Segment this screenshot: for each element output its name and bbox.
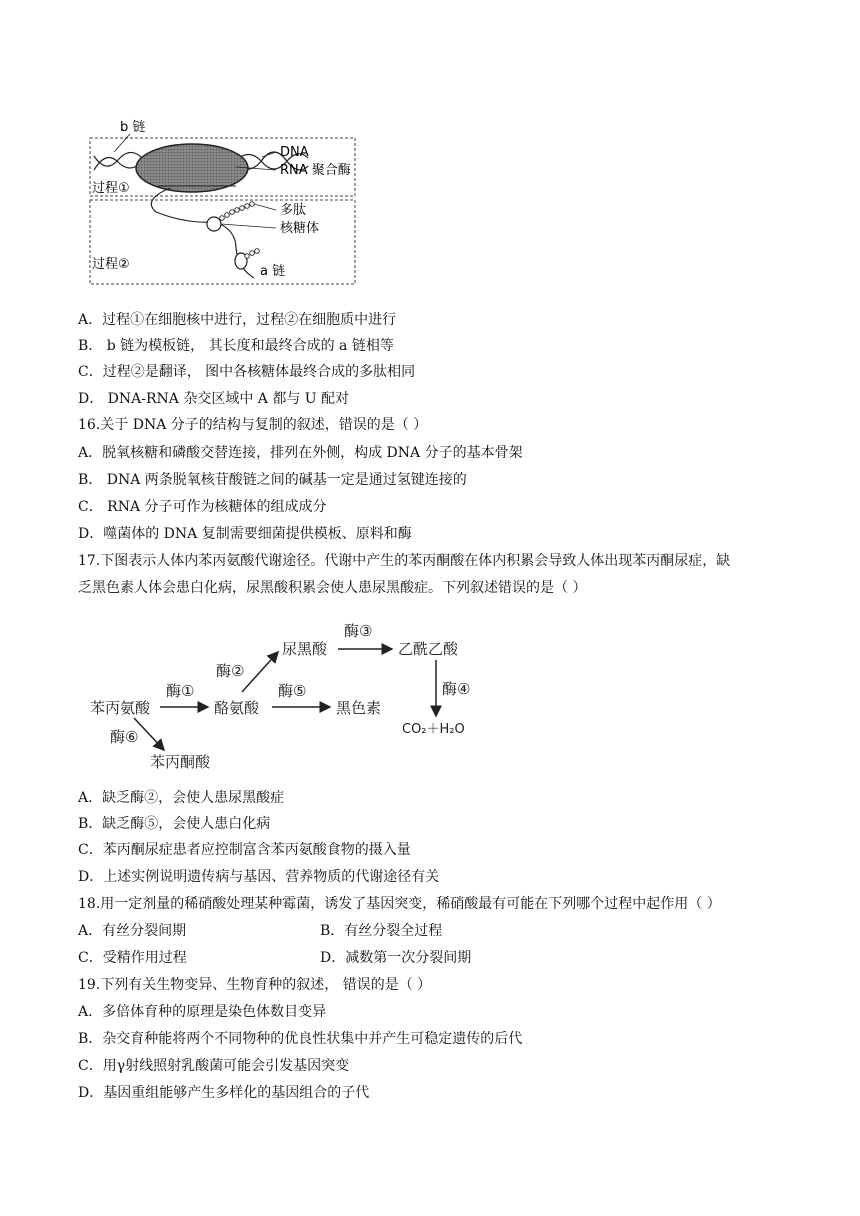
q17-option-d: D．上述实例说明遗传病与基因、营养物质的代谢途径有关: [78, 869, 440, 885]
enzyme3-label: 酶③: [344, 622, 373, 640]
phenylalanine-label: 苯丙氨酸: [90, 699, 151, 717]
enzyme1-label: 酶①: [166, 682, 195, 700]
rna-polymerase-label: RNA 聚合酶: [280, 163, 351, 178]
melanin-label: 黑色素: [336, 699, 382, 717]
q15-option-a: A．过程①在细胞核中进行，过程②在细胞质中进行: [78, 312, 397, 328]
homogentisic-label: 尿黑酸: [282, 640, 328, 658]
q17-option-c: C．苯丙酮尿症患者应控制富含苯丙氨酸食物的摄入量: [78, 842, 411, 858]
polypeptide-label: 多肽: [280, 203, 307, 218]
q15-option-d: D． DNA-RNA 杂交区域中 A 都与 U 配对: [78, 391, 350, 407]
co2-h2o-label: CO₂＋H₂O: [402, 722, 465, 737]
enzyme5-label: 酶⑤: [278, 682, 307, 700]
process1-label: 过程①: [92, 181, 130, 196]
acetoacetic-label: 乙酰乙酸: [398, 640, 459, 658]
rna-polymerase-shape: [136, 144, 248, 192]
ribosome-label: 核糖体: [280, 221, 320, 236]
q17-stem-line1: 17.下图表示人体内苯丙氨酸代谢途径。代谢中产生的苯丙酮酸在体内积累会导致人体出现苯丙酮尿症，缺: [78, 553, 731, 569]
q16-stem: 16.关于 DNA 分子的结构与复制的叙述，错误的是（ ）: [78, 417, 428, 433]
process2-box: [90, 200, 355, 284]
q19-option-d: D．基因重组能够产生多样化的基因组合的子代: [78, 1085, 370, 1101]
phenylpyruvic-label: 苯丙酮酸: [150, 753, 211, 771]
polypeptide-chain: [220, 202, 260, 259]
enzyme4-label: 酶④: [442, 680, 471, 698]
q17-stem-line2: 乏黑色素人体会患白化病，尿黑酸积累会使人患尿黑酸症。下列叙述错误的是（ ）: [78, 580, 587, 596]
ribosome-1: [207, 217, 221, 231]
q18-option-b: B．有丝分裂全过程: [320, 923, 443, 939]
process2-label: 过程②: [92, 257, 130, 272]
b-chain-label: b 链: [120, 120, 146, 135]
q19-option-c: C．用γ射线照射乳酸菌可能会引发基因突变: [78, 1058, 350, 1074]
q17-option-b: B．缺乏酶⑤，会使人患白化病: [78, 816, 271, 832]
q19-stem: 19.下列有关生物变异、生物育种的叙述， 错误的是（ ）: [78, 977, 432, 993]
a-chain-label: a 链: [260, 264, 286, 279]
q18-stem: 18.用一定剂量的稀硝酸处理某种霉菌，诱发了基因突变，稀硝酸最有可能在下列哪个过程中起作用（ ）: [78, 896, 721, 912]
q19-option-a: A．多倍体育种的原理是染色体数目变异: [78, 1004, 327, 1020]
q18-option-c: C．受精作用过程: [78, 950, 187, 966]
metabolic-pathway-figure: [80, 620, 500, 780]
enzyme2-label: 酶②: [216, 662, 245, 680]
q15-option-b: B． b 链为模板链， 其长度和最终合成的 a 链相等: [78, 338, 394, 354]
arrow-enzyme2: [242, 652, 278, 692]
q17-option-a: A．缺乏酶②，会使人患尿黑酸症: [78, 790, 285, 806]
q16-option-b: B． DNA 两条脱氧核苷酸链之间的碱基一定是通过氢键连接的: [78, 472, 467, 488]
q15-option-c: C．过程②是翻译， 图中各核糖体最终合成的多肽相同: [78, 364, 416, 380]
q16-option-c: C． RNA 分子可作为核糖体的组成成分: [78, 499, 327, 515]
enzyme6-label: 酶⑥: [110, 728, 139, 746]
q16-option-d: D．噬菌体的 DNA 复制需要细菌提供模板、原料和酶: [78, 526, 412, 542]
tyrosine-label: 酪氨酸: [214, 699, 260, 717]
q18-option-a: A．有丝分裂间期: [78, 923, 187, 939]
q19-option-b: B．杂交育种能将两个不同物种的优良性状集中并产生可稳定遗传的后代: [78, 1031, 523, 1047]
q16-option-a: A．脱氧核糖和磷酸交替连接，排列在外侧，构成 DNA 分子的基本骨架: [78, 445, 523, 461]
arrow-enzyme6: [134, 718, 164, 750]
q18-option-d: D．减数第一次分裂间期: [320, 950, 472, 966]
transcription-translation-figure: [86, 112, 366, 292]
dna-label: DNA: [280, 145, 309, 160]
